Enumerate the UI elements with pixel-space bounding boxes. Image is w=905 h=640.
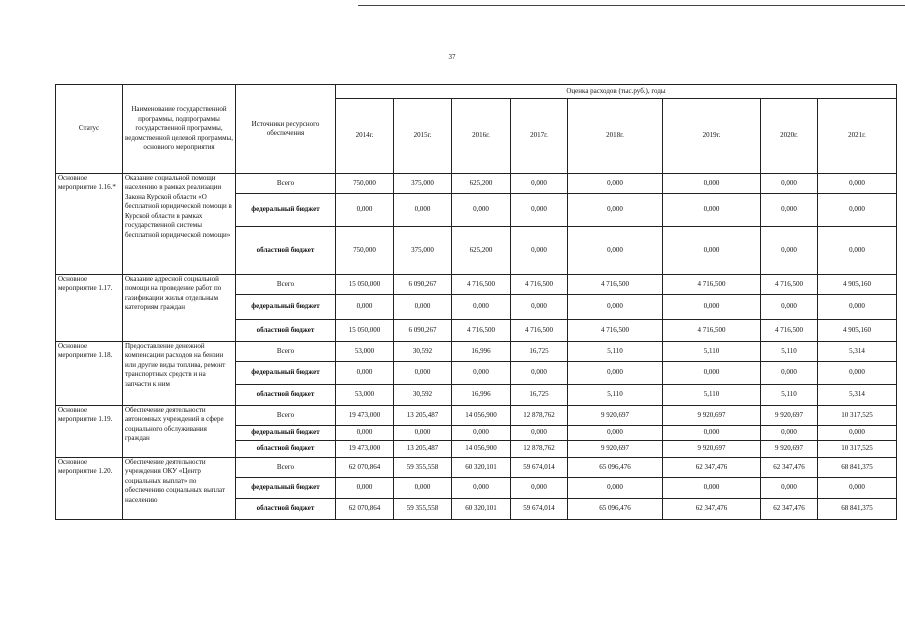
cell-value: 0,000 — [336, 194, 394, 227]
cell-value: 4 905,160 — [818, 320, 897, 342]
cell-value: 0,000 — [394, 478, 452, 499]
table-row — [56, 406, 897, 426]
cell-value: 9 920,697 — [761, 441, 818, 458]
cell-value: 65 096,476 — [568, 499, 663, 520]
cell-value: 5,110 — [663, 342, 761, 362]
cell-value: 0,000 — [761, 295, 818, 320]
cell-value: 0,000 — [394, 194, 452, 227]
cell-value: 0,000 — [663, 174, 761, 194]
cell-value: 0,000 — [511, 295, 568, 320]
header-estimate: Оценка расходов (тыс.руб.), годы — [336, 85, 897, 99]
cell-value: 0,000 — [452, 295, 511, 320]
cell-value: 0,000 — [761, 174, 818, 194]
cell-value: 0,000 — [394, 426, 452, 441]
cell-value: 375,000 — [394, 174, 452, 194]
header-status: Статус — [56, 85, 123, 174]
cell-value: 4 716,500 — [663, 320, 761, 342]
cell-value: 5,110 — [761, 342, 818, 362]
cell-value: 0,000 — [511, 362, 568, 385]
header-name: Наименование государственной программы, подпрограммы государственной программы, ведомственной целевой программы, основного мероприятия — [123, 85, 236, 174]
cell-value: 12 878,762 — [511, 406, 568, 426]
cell-value: 9 920,697 — [663, 406, 761, 426]
cell-value: 0,000 — [818, 227, 897, 275]
header-year: 2015г. — [394, 99, 452, 174]
cell-value: 62 070,864 — [336, 458, 394, 478]
cell-value: 0,000 — [761, 194, 818, 227]
cell-value: 0,000 — [452, 478, 511, 499]
cell-source: областной бюджет — [236, 499, 336, 520]
header-year: 2016г. — [452, 99, 511, 174]
cell-value: 0,000 — [818, 362, 897, 385]
cell-value: 0,000 — [336, 426, 394, 441]
cell-value: 4 716,500 — [663, 275, 761, 295]
cell-value: 19 473,000 — [336, 441, 394, 458]
cell-source: Всего — [236, 458, 336, 478]
cell-value: 0,000 — [818, 194, 897, 227]
cell-value: 0,000 — [568, 227, 663, 275]
cell-value: 4 716,500 — [511, 320, 568, 342]
cell-value: 4 716,500 — [568, 275, 663, 295]
cell-value: 0,000 — [818, 295, 897, 320]
cell-value: 4 716,500 — [761, 275, 818, 295]
cell-value: 4 716,500 — [568, 320, 663, 342]
cell-source: федеральный бюджет — [236, 478, 336, 499]
cell-value: 0,000 — [663, 362, 761, 385]
cell-value: 0,000 — [511, 478, 568, 499]
cell-value: 4 716,500 — [511, 275, 568, 295]
cell-value: 65 096,476 — [568, 458, 663, 478]
cell-value: 0,000 — [452, 426, 511, 441]
cell-value: 6 090,267 — [394, 275, 452, 295]
header-year: 2014г. — [336, 99, 394, 174]
cell-value: 0,000 — [336, 295, 394, 320]
cell-value: 62 347,476 — [663, 458, 761, 478]
cell-value: 30,592 — [394, 342, 452, 362]
cell-value: 59 674,014 — [511, 499, 568, 520]
cell-value: 59 674,014 — [511, 458, 568, 478]
cell-value: 62 347,476 — [761, 499, 818, 520]
cell-value: 0,000 — [761, 227, 818, 275]
cell-value: 62 070,864 — [336, 499, 394, 520]
cell-value: 30,592 — [394, 385, 452, 406]
cell-value: 5,314 — [818, 342, 897, 362]
cell-value: 0,000 — [568, 426, 663, 441]
cell-value: 60 320,101 — [452, 499, 511, 520]
cell-value: 62 347,476 — [761, 458, 818, 478]
cell-value: 15 050,000 — [336, 320, 394, 342]
cell-value: 19 473,000 — [336, 406, 394, 426]
cell-status: Основное мероприятие 1.18. — [56, 342, 123, 406]
cell-source: федеральный бюджет — [236, 362, 336, 385]
cell-value: 16,725 — [511, 342, 568, 362]
table-row — [56, 275, 897, 295]
cell-value: 0,000 — [761, 426, 818, 441]
cell-value: 15 050,000 — [336, 275, 394, 295]
cell-value: 0,000 — [394, 295, 452, 320]
cell-value: 0,000 — [568, 194, 663, 227]
cell-value: 0,000 — [511, 426, 568, 441]
cell-value: 10 317,525 — [818, 406, 897, 426]
cell-value: 53,000 — [336, 385, 394, 406]
cell-value: 5,110 — [568, 342, 663, 362]
cell-value: 0,000 — [663, 478, 761, 499]
top-rule — [358, 5, 905, 6]
cell-value: 68 841,375 — [818, 499, 897, 520]
cell-value: 12 878,762 — [511, 441, 568, 458]
cell-program-name: Обеспечение деятельности учреждения ОКУ «Центр социальных выплат» по обеспечению социальных выплат населению — [123, 458, 236, 520]
budget-table — [55, 84, 897, 520]
cell-source: Всего — [236, 174, 336, 194]
cell-program-name: Оказание адресной социальной помощи на проведение работ по газификации жилья отдельным категориям граждан — [123, 275, 236, 342]
cell-value: 0,000 — [761, 478, 818, 499]
cell-value: 0,000 — [818, 174, 897, 194]
cell-value: 0,000 — [568, 295, 663, 320]
cell-source: областной бюджет — [236, 441, 336, 458]
cell-source: Всего — [236, 275, 336, 295]
cell-value: 13 205,487 — [394, 406, 452, 426]
cell-value: 0,000 — [568, 478, 663, 499]
cell-value: 9 920,697 — [568, 406, 663, 426]
header-year: 2018г. — [568, 99, 663, 174]
cell-value: 750,000 — [336, 227, 394, 275]
cell-status: Основное мероприятие 1.19. — [56, 406, 123, 458]
cell-value: 16,725 — [511, 385, 568, 406]
cell-value: 625,200 — [452, 227, 511, 275]
table-row — [56, 458, 897, 478]
cell-value: 9 920,697 — [568, 441, 663, 458]
cell-value: 13 205,487 — [394, 441, 452, 458]
cell-status: Основное мероприятие 1.20. — [56, 458, 123, 520]
cell-value: 4 716,500 — [452, 320, 511, 342]
table-row — [56, 342, 897, 362]
cell-value: 375,000 — [394, 227, 452, 275]
cell-value: 0,000 — [511, 194, 568, 227]
cell-value: 5,110 — [663, 385, 761, 406]
cell-source: Всего — [236, 342, 336, 362]
cell-value: 62 347,476 — [663, 499, 761, 520]
cell-value: 10 317,525 — [818, 441, 897, 458]
cell-value: 14 056,900 — [452, 406, 511, 426]
cell-value: 0,000 — [394, 362, 452, 385]
page-number: 37 — [448, 53, 456, 61]
cell-program-name: Предоставление денежной компенсации расходов на бензин или другие виды топлива, ремонт транспортных средств и на запчасти к ним — [123, 342, 236, 406]
cell-value: 0,000 — [663, 227, 761, 275]
cell-status: Основное мероприятие 1.16.* — [56, 174, 123, 275]
cell-value: 60 320,101 — [452, 458, 511, 478]
cell-value: 16,996 — [452, 385, 511, 406]
cell-value: 9 920,697 — [761, 406, 818, 426]
cell-source: областной бюджет — [236, 227, 336, 275]
cell-value: 68 841,375 — [818, 458, 897, 478]
cell-value: 0,000 — [511, 227, 568, 275]
cell-value: 0,000 — [511, 174, 568, 194]
cell-value: 59 355,558 — [394, 499, 452, 520]
cell-value: 0,000 — [818, 426, 897, 441]
cell-value: 0,000 — [663, 295, 761, 320]
cell-value: 750,000 — [336, 174, 394, 194]
table-row — [56, 174, 897, 194]
cell-source: областной бюджет — [236, 320, 336, 342]
cell-value: 5,314 — [818, 385, 897, 406]
cell-value: 0,000 — [452, 194, 511, 227]
cell-value: 5,110 — [761, 385, 818, 406]
cell-value: 0,000 — [761, 362, 818, 385]
header-year: 2020г. — [761, 99, 818, 174]
cell-value: 0,000 — [336, 362, 394, 385]
cell-source: областной бюджет — [236, 385, 336, 406]
cell-value: 625,200 — [452, 174, 511, 194]
cell-value: 14 056,900 — [452, 441, 511, 458]
header-year: 2019г. — [663, 99, 761, 174]
cell-value: 4 905,160 — [818, 275, 897, 295]
header-year: 2017г. — [511, 99, 568, 174]
cell-value: 4 716,500 — [761, 320, 818, 342]
cell-value: 9 920,697 — [663, 441, 761, 458]
cell-source: федеральный бюджет — [236, 194, 336, 227]
cell-value: 4 716,500 — [452, 275, 511, 295]
cell-program-name: Оказание социальной помощи населению в рамках реализации Закона Курской области «О бесплатной юридической помощи в Курской области в рамках государственной системы бесплатной юридической помощи» — [123, 174, 236, 275]
cell-value: 0,000 — [663, 194, 761, 227]
cell-value: 0,000 — [818, 478, 897, 499]
cell-source: федеральный бюджет — [236, 426, 336, 441]
cell-value: 0,000 — [452, 362, 511, 385]
cell-value: 0,000 — [336, 478, 394, 499]
cell-value: 0,000 — [568, 174, 663, 194]
cell-program-name: Обеспечение деятельности автономных учреждений в сфере социального обслуживания граждан — [123, 406, 236, 458]
cell-value: 6 090,267 — [394, 320, 452, 342]
cell-value: 16,996 — [452, 342, 511, 362]
header-source: Источники ресурсного обеспечения — [236, 85, 336, 174]
cell-value: 53,000 — [336, 342, 394, 362]
cell-source: Всего — [236, 406, 336, 426]
cell-source: федеральный бюджет — [236, 295, 336, 320]
cell-value: 5,110 — [568, 385, 663, 406]
header-year: 2021г. — [818, 99, 897, 174]
cell-status: Основное мероприятие 1.17. — [56, 275, 123, 342]
cell-value: 59 355,558 — [394, 458, 452, 478]
cell-value: 0,000 — [663, 426, 761, 441]
cell-value: 0,000 — [568, 362, 663, 385]
